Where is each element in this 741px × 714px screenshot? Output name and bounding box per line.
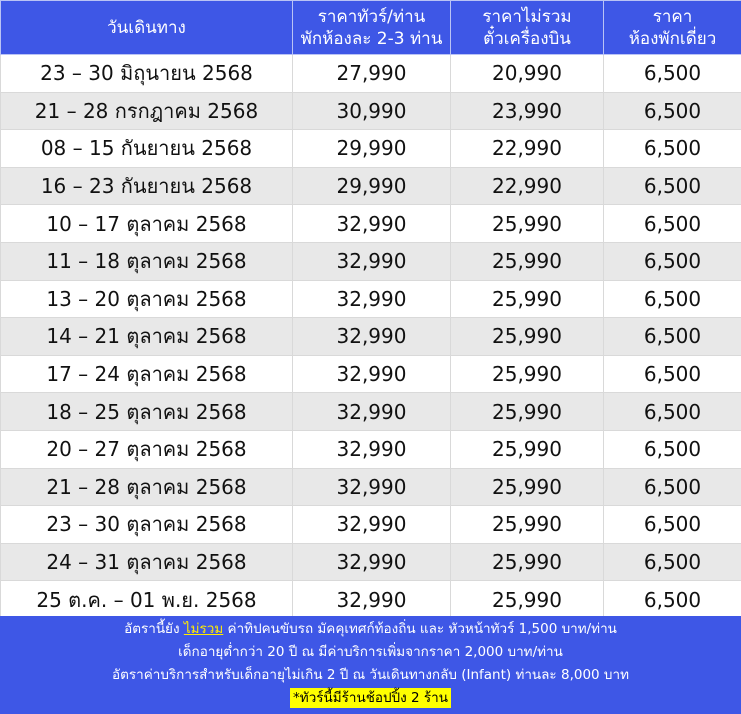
header-noair-line1: ราคาไม่รวม bbox=[482, 6, 572, 27]
cell-price: 32,990 bbox=[293, 543, 451, 581]
cell-date: 16 – 23 กันยายน 2568 bbox=[1, 167, 293, 205]
cell-single-room: 6,500 bbox=[604, 468, 741, 506]
shopping-note: *ทัวร์นี้มีร้านช้อปปิ้ง 2 ร้าน bbox=[290, 688, 451, 708]
cell-date: 14 – 21 ตุลาคม 2568 bbox=[1, 318, 293, 356]
cell-single-room: 6,500 bbox=[604, 318, 741, 356]
table-row bbox=[1, 242, 741, 280]
cell-price-no-air: 23,990 bbox=[451, 92, 604, 130]
cell-price-no-air: 25,990 bbox=[451, 430, 604, 468]
table-body bbox=[1, 55, 741, 619]
cell-date: 21 – 28 ตุลาคม 2568 bbox=[1, 468, 293, 506]
cell-date: 18 – 25 ตุลาคม 2568 bbox=[1, 393, 293, 431]
cell-price-no-air: 25,990 bbox=[451, 468, 604, 506]
cell-date: 08 – 15 กันยายน 2568 bbox=[1, 130, 293, 168]
header-price bbox=[293, 1, 451, 55]
cell-single-room: 6,500 bbox=[604, 506, 741, 544]
header-date-label: วันเดินทาง bbox=[107, 17, 186, 38]
cell-price: 30,990 bbox=[293, 92, 451, 130]
cell-price-no-air: 25,990 bbox=[451, 242, 604, 280]
header-noair-line2: ตั๋วเครื่องบิน bbox=[483, 28, 571, 49]
table-row bbox=[1, 55, 741, 93]
cell-single-room: 6,500 bbox=[604, 55, 741, 93]
cell-single-room: 6,500 bbox=[604, 92, 741, 130]
cell-price-no-air: 22,990 bbox=[451, 130, 604, 168]
cell-price-no-air: 25,990 bbox=[451, 543, 604, 581]
cell-single-room: 6,500 bbox=[604, 280, 741, 318]
header-single-line1: ราคา bbox=[652, 6, 693, 27]
cell-date: 10 – 17 ตุลาคม 2568 bbox=[1, 205, 293, 243]
cell-date: 11 – 18 ตุลาคม 2568 bbox=[1, 242, 293, 280]
cell-date: 25 ต.ค. – 01 พ.ย. 2568 bbox=[1, 581, 293, 619]
cell-price: 32,990 bbox=[293, 242, 451, 280]
footer-notes bbox=[0, 616, 741, 714]
cell-single-room: 6,500 bbox=[604, 543, 741, 581]
table-row bbox=[1, 355, 741, 393]
footer-line-2: เด็กอายุต่ำกว่า 20 ปี ณ มีค่าบริการเพิ่มจากราคา 2,000 บาท/ท่าน bbox=[178, 644, 563, 660]
cell-single-room: 6,500 bbox=[604, 167, 741, 205]
cell-single-room: 6,500 bbox=[604, 205, 741, 243]
cell-price-no-air: 25,990 bbox=[451, 506, 604, 544]
cell-price: 32,990 bbox=[293, 205, 451, 243]
cell-price: 29,990 bbox=[293, 167, 451, 205]
cell-date: 23 – 30 ตุลาคม 2568 bbox=[1, 506, 293, 544]
cell-date: 21 – 28 กรกฎาคม 2568 bbox=[1, 92, 293, 130]
cell-price-no-air: 25,990 bbox=[451, 318, 604, 356]
table-row bbox=[1, 430, 741, 468]
table-row bbox=[1, 393, 741, 431]
header-single-line2: ห้องพักเดี่ยว bbox=[628, 28, 717, 49]
cell-single-room: 6,500 bbox=[604, 393, 741, 431]
footer-line1-post: ค่าทิปคนขับรถ มัคคุเทศก์ท้องถิ่น และ หัวหน้าทัวร์ 1,500 บาท/ท่าน bbox=[223, 621, 617, 637]
table-row bbox=[1, 167, 741, 205]
footer-line1-pre: อัตรานี้ยัง bbox=[124, 621, 184, 637]
not-included-highlight: ไม่รวม bbox=[183, 621, 224, 637]
cell-price: 32,990 bbox=[293, 581, 451, 619]
table-row bbox=[1, 280, 741, 318]
table-row bbox=[1, 318, 741, 356]
footer-line-3: อัตราค่าบริการสำหรับเด็กอายุไม่เกิน 2 ปี ณ วันเดินทางกลับ (Infant) ท่านละ 8,000 บาท bbox=[112, 667, 629, 683]
cell-price: 29,990 bbox=[293, 130, 451, 168]
header-single bbox=[604, 1, 741, 55]
cell-price-no-air: 25,990 bbox=[451, 581, 604, 619]
cell-single-room: 6,500 bbox=[604, 130, 741, 168]
cell-single-room: 6,500 bbox=[604, 355, 741, 393]
table-row bbox=[1, 468, 741, 506]
footer-line-4 bbox=[0, 687, 741, 710]
header-price-line1: ราคาทัวร์/ท่าน bbox=[317, 6, 426, 27]
cell-price: 32,990 bbox=[293, 355, 451, 393]
cell-price-no-air: 25,990 bbox=[451, 280, 604, 318]
cell-price-no-air: 20,990 bbox=[451, 55, 604, 93]
cell-date: 23 – 30 มิถุนายน 2568 bbox=[1, 55, 293, 93]
cell-date: 24 – 31 ตุลาคม 2568 bbox=[1, 543, 293, 581]
cell-price: 32,990 bbox=[293, 468, 451, 506]
header-price-line2: พักห้องละ 2-3 ท่าน bbox=[300, 28, 443, 49]
table-row bbox=[1, 581, 741, 619]
cell-price: 32,990 bbox=[293, 506, 451, 544]
cell-price: 32,990 bbox=[293, 430, 451, 468]
header-date bbox=[1, 1, 293, 55]
cell-single-room: 6,500 bbox=[604, 242, 741, 280]
cell-price-no-air: 25,990 bbox=[451, 393, 604, 431]
cell-date: 17 – 24 ตุลาคม 2568 bbox=[1, 355, 293, 393]
cell-price-no-air: 22,990 bbox=[451, 167, 604, 205]
cell-price-no-air: 25,990 bbox=[451, 355, 604, 393]
header-no-air bbox=[451, 1, 604, 55]
cell-price: 32,990 bbox=[293, 318, 451, 356]
table-row bbox=[1, 205, 741, 243]
cell-price: 32,990 bbox=[293, 280, 451, 318]
cell-single-room: 6,500 bbox=[604, 430, 741, 468]
cell-price-no-air: 25,990 bbox=[451, 205, 604, 243]
table-row bbox=[1, 543, 741, 581]
cell-single-room: 6,500 bbox=[604, 581, 741, 619]
footer-line-1 bbox=[0, 618, 741, 641]
table-row bbox=[1, 506, 741, 544]
table-row bbox=[1, 130, 741, 168]
cell-price: 27,990 bbox=[293, 55, 451, 93]
table-row bbox=[1, 92, 741, 130]
cell-price: 32,990 bbox=[293, 393, 451, 431]
cell-date: 13 – 20 ตุลาคม 2568 bbox=[1, 280, 293, 318]
cell-date: 20 – 27 ตุลาคม 2568 bbox=[1, 430, 293, 468]
table-header bbox=[1, 1, 741, 55]
